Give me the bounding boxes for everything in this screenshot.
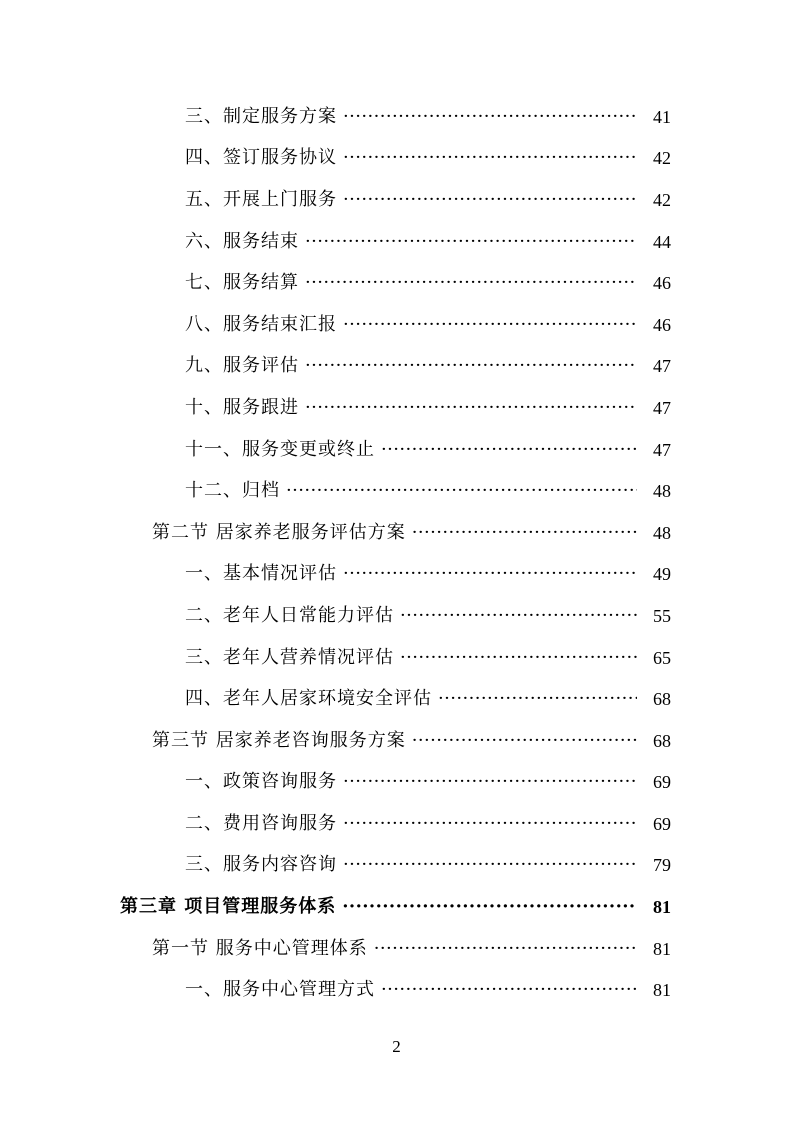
toc-entry-item[interactable] [0, 845, 793, 887]
toc-entry-item[interactable] [0, 221, 793, 263]
dot-leader [343, 105, 637, 129]
toc-entry-item[interactable] [0, 346, 793, 388]
toc-entry-section[interactable] [0, 512, 793, 554]
toc-entry-chapter[interactable] [0, 886, 793, 928]
toc-entry-title: 七、服务结算 [185, 272, 299, 294]
toc-entry-page-number: 81 [653, 897, 671, 918]
toc-entry-item[interactable] [0, 387, 793, 429]
toc-entry-page-number: 42 [653, 148, 671, 169]
toc-entry-item[interactable] [0, 262, 793, 304]
toc-entry-title: 第一节 服务中心管理体系 [152, 937, 368, 959]
toc-entry-page-number: 55 [653, 605, 671, 626]
toc-entry-page-number: 47 [653, 397, 671, 418]
toc-entry-page-number: 48 [653, 481, 671, 502]
toc-entry-title: 第三节 居家养老咨询服务方案 [152, 729, 406, 751]
toc-entry-page-number: 47 [653, 439, 671, 460]
toc-entry-title: 四、老年人居家环境安全评估 [185, 688, 432, 710]
dot-leader [400, 604, 637, 628]
dot-leader [400, 646, 637, 670]
toc-entry-item[interactable] [0, 179, 793, 221]
dot-leader [374, 937, 637, 961]
toc-entry-title: 一、基本情况评估 [185, 563, 337, 585]
toc-entry-title: 二、老年人日常能力评估 [185, 604, 394, 626]
toc-entry-page-number: 68 [653, 689, 671, 710]
toc-entry-page-number: 49 [653, 564, 671, 585]
toc-entry-item[interactable] [0, 762, 793, 804]
dot-leader [305, 396, 637, 420]
toc-entry-title: 四、签订服务协议 [185, 147, 337, 169]
page-number: 2 [392, 1037, 401, 1056]
toc-entry-title: 二、费用咨询服务 [185, 812, 337, 834]
dot-leader [305, 354, 637, 378]
toc-entry-page-number: 46 [653, 273, 671, 294]
dot-leader [343, 313, 637, 337]
toc-entry-item[interactable] [0, 969, 793, 1011]
dot-leader [286, 479, 637, 503]
toc-entry-item[interactable] [0, 678, 793, 720]
dot-leader [342, 895, 637, 919]
toc-entry-page-number: 69 [653, 772, 671, 793]
toc-entry-title: 十一、服务变更或终止 [185, 438, 375, 460]
toc-entry-title: 第三章 项目管理服务体系 [120, 896, 337, 918]
dot-leader [305, 230, 637, 254]
toc-entry-page-number: 47 [653, 356, 671, 377]
dot-leader [381, 438, 637, 462]
toc-entry-item[interactable] [0, 554, 793, 596]
toc-entry-page-number: 48 [653, 522, 671, 543]
toc-entry-item[interactable] [0, 138, 793, 180]
toc-entry-title: 十、服务跟进 [185, 396, 299, 418]
toc-entry-title: 九、服务评估 [185, 355, 299, 377]
toc-entry-title: 三、服务内容咨询 [185, 854, 337, 876]
toc-entry-item[interactable] [0, 96, 793, 138]
dot-leader [343, 562, 637, 586]
toc-entry-page-number: 41 [653, 106, 671, 127]
table-of-contents [0, 96, 793, 1011]
toc-entry-title: 三、老年人营养情况评估 [185, 646, 394, 668]
dot-leader [343, 770, 637, 794]
toc-entry-page-number: 69 [653, 813, 671, 834]
dot-leader [438, 687, 637, 711]
dot-leader [343, 188, 637, 212]
toc-entry-page-number: 81 [653, 938, 671, 959]
dot-leader [343, 853, 637, 877]
toc-entry-page-number: 81 [653, 980, 671, 1001]
toc-entry-item[interactable] [0, 429, 793, 471]
dot-leader [381, 978, 637, 1002]
toc-entry-title: 八、服务结束汇报 [185, 313, 337, 335]
toc-entry-page-number: 79 [653, 855, 671, 876]
toc-entry-page-number: 65 [653, 647, 671, 668]
toc-entry-page-number: 68 [653, 730, 671, 751]
toc-entry-item[interactable] [0, 803, 793, 845]
toc-entry-section[interactable] [0, 720, 793, 762]
toc-entry-section[interactable] [0, 928, 793, 970]
toc-entry-page-number: 46 [653, 314, 671, 335]
dot-leader [343, 812, 637, 836]
dot-leader [412, 729, 637, 753]
toc-entry-item[interactable] [0, 637, 793, 679]
toc-entry-title: 一、政策咨询服务 [185, 771, 337, 793]
dot-leader [412, 521, 637, 545]
toc-entry-item[interactable] [0, 470, 793, 512]
toc-entry-item[interactable] [0, 304, 793, 346]
toc-entry-title: 六、服务结束 [185, 230, 299, 252]
toc-entry-title: 第二节 居家养老服务评估方案 [152, 521, 406, 543]
toc-entry-page-number: 42 [653, 189, 671, 210]
dot-leader [343, 146, 637, 170]
toc-entry-title: 一、服务中心管理方式 [185, 979, 375, 1001]
toc-entry-title: 十二、归档 [185, 480, 280, 502]
dot-leader [305, 271, 637, 295]
toc-entry-page-number: 44 [653, 231, 671, 252]
toc-entry-title: 五、开展上门服务 [185, 188, 337, 210]
toc-entry-item[interactable] [0, 595, 793, 637]
toc-entry-title: 三、制定服务方案 [185, 105, 337, 127]
